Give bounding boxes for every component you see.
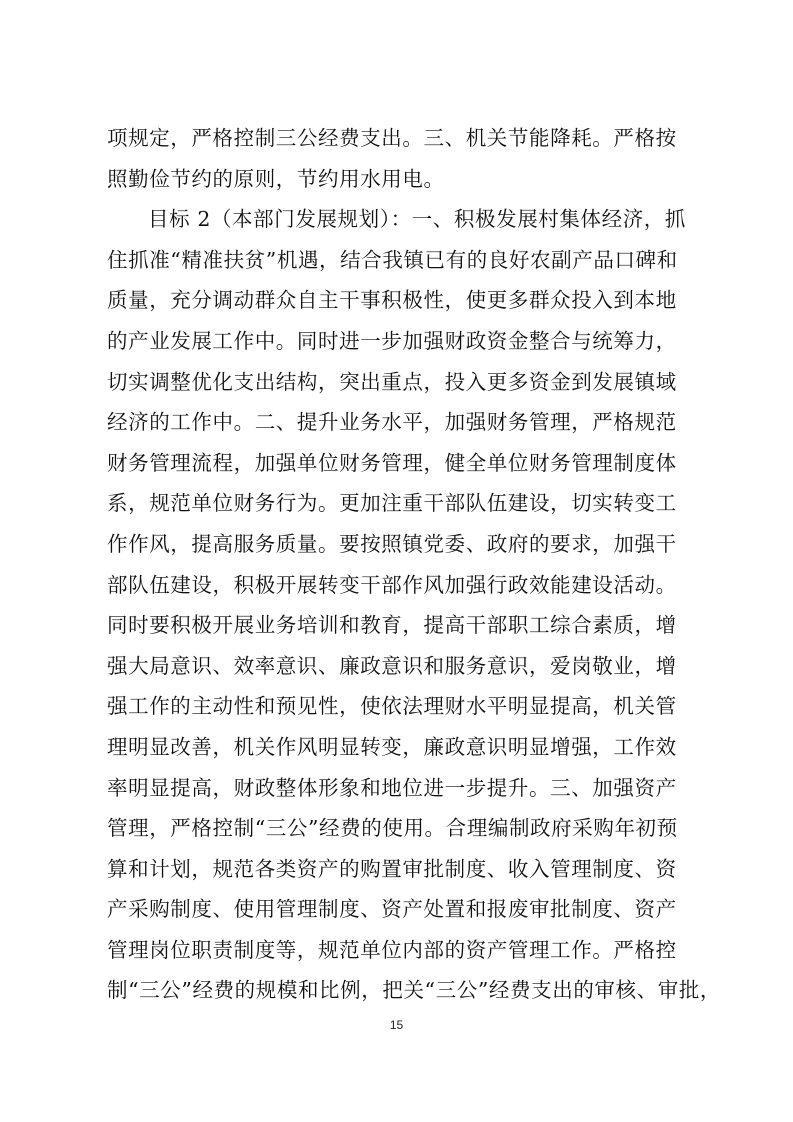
text-line: 理明显改善，机关作风明显转变，廉政意识明显增强，工作效 xyxy=(107,734,677,759)
paragraph-first-line: 目标 2（本部门发展规划）：一、积极发展村集体经济，抓 xyxy=(148,207,687,232)
text-line: 管理岗位职责制度等，规范单位内部的资产管理工作。严格控 xyxy=(107,937,677,962)
text-line: 质量，充分调动群众自主干事积极性，使更多群众投入到本地 xyxy=(107,288,677,313)
text-line: 系，规范单位财务行为。更加注重干部队伍建设，切实转变工 xyxy=(107,491,677,516)
text-line: 住抓准“精准扶贫”机遇，结合我镇已有的良好农副产品口碑和 xyxy=(107,247,678,272)
text-line: 强工作的主动性和预见性，使依法理财水平明显提高，机关管 xyxy=(107,694,677,719)
text-line: 产采购制度、使用管理制度、资产处置和报废审批制度、资产 xyxy=(107,897,677,922)
page-number: 15 xyxy=(389,1018,404,1032)
text-line: 项规定，严格控制三公经费支出。三、机关节能降耗。严格按 xyxy=(107,126,677,150)
text-line: 同时要积极开展业务培训和教育，提高干部职工综合素质，增 xyxy=(107,613,677,638)
text-line: 的产业发展工作中。同时进一步加强财政资金整合与统筹力， xyxy=(107,328,677,353)
text-line: 部队伍建设，积极开展转变干部作风加强行政效能建设活动。 xyxy=(107,572,677,597)
text-line: 切实调整优化支出结构，突出重点，投入更多资金到发展镇域 xyxy=(107,369,677,394)
text-line: 照勤俭节约的原则，节约用水用电。 xyxy=(107,166,445,191)
text-line: 算和计划，规范各类资产的购置审批制度、收入管理制度、资 xyxy=(107,856,677,881)
text-line: 强大局意识、效率意识、廉政意识和服务意识，爱岗敬业，增 xyxy=(107,653,677,678)
text-line: 经济的工作中。二、提升业务水平，加强财务管理，严格规范 xyxy=(107,410,677,435)
text-line: 财务管理流程，加强单位财务管理，健全单位财务管理制度体 xyxy=(107,450,677,475)
body-text xyxy=(107,118,722,1011)
text-line: 率明显提高，财政整体形象和地位进一步提升。三、加强资产 xyxy=(107,775,677,800)
text-line: 制“三公”经费的规模和比例，把关“三公”经费支出的审核、审批， xyxy=(107,978,722,1003)
text-line: 管理，严格控制“三公”经费的使用。合理编制政府采购年初预 xyxy=(107,816,678,841)
text-line: 作作风，提高服务质量。要按照镇党委、政府的要求，加强干 xyxy=(107,531,677,556)
